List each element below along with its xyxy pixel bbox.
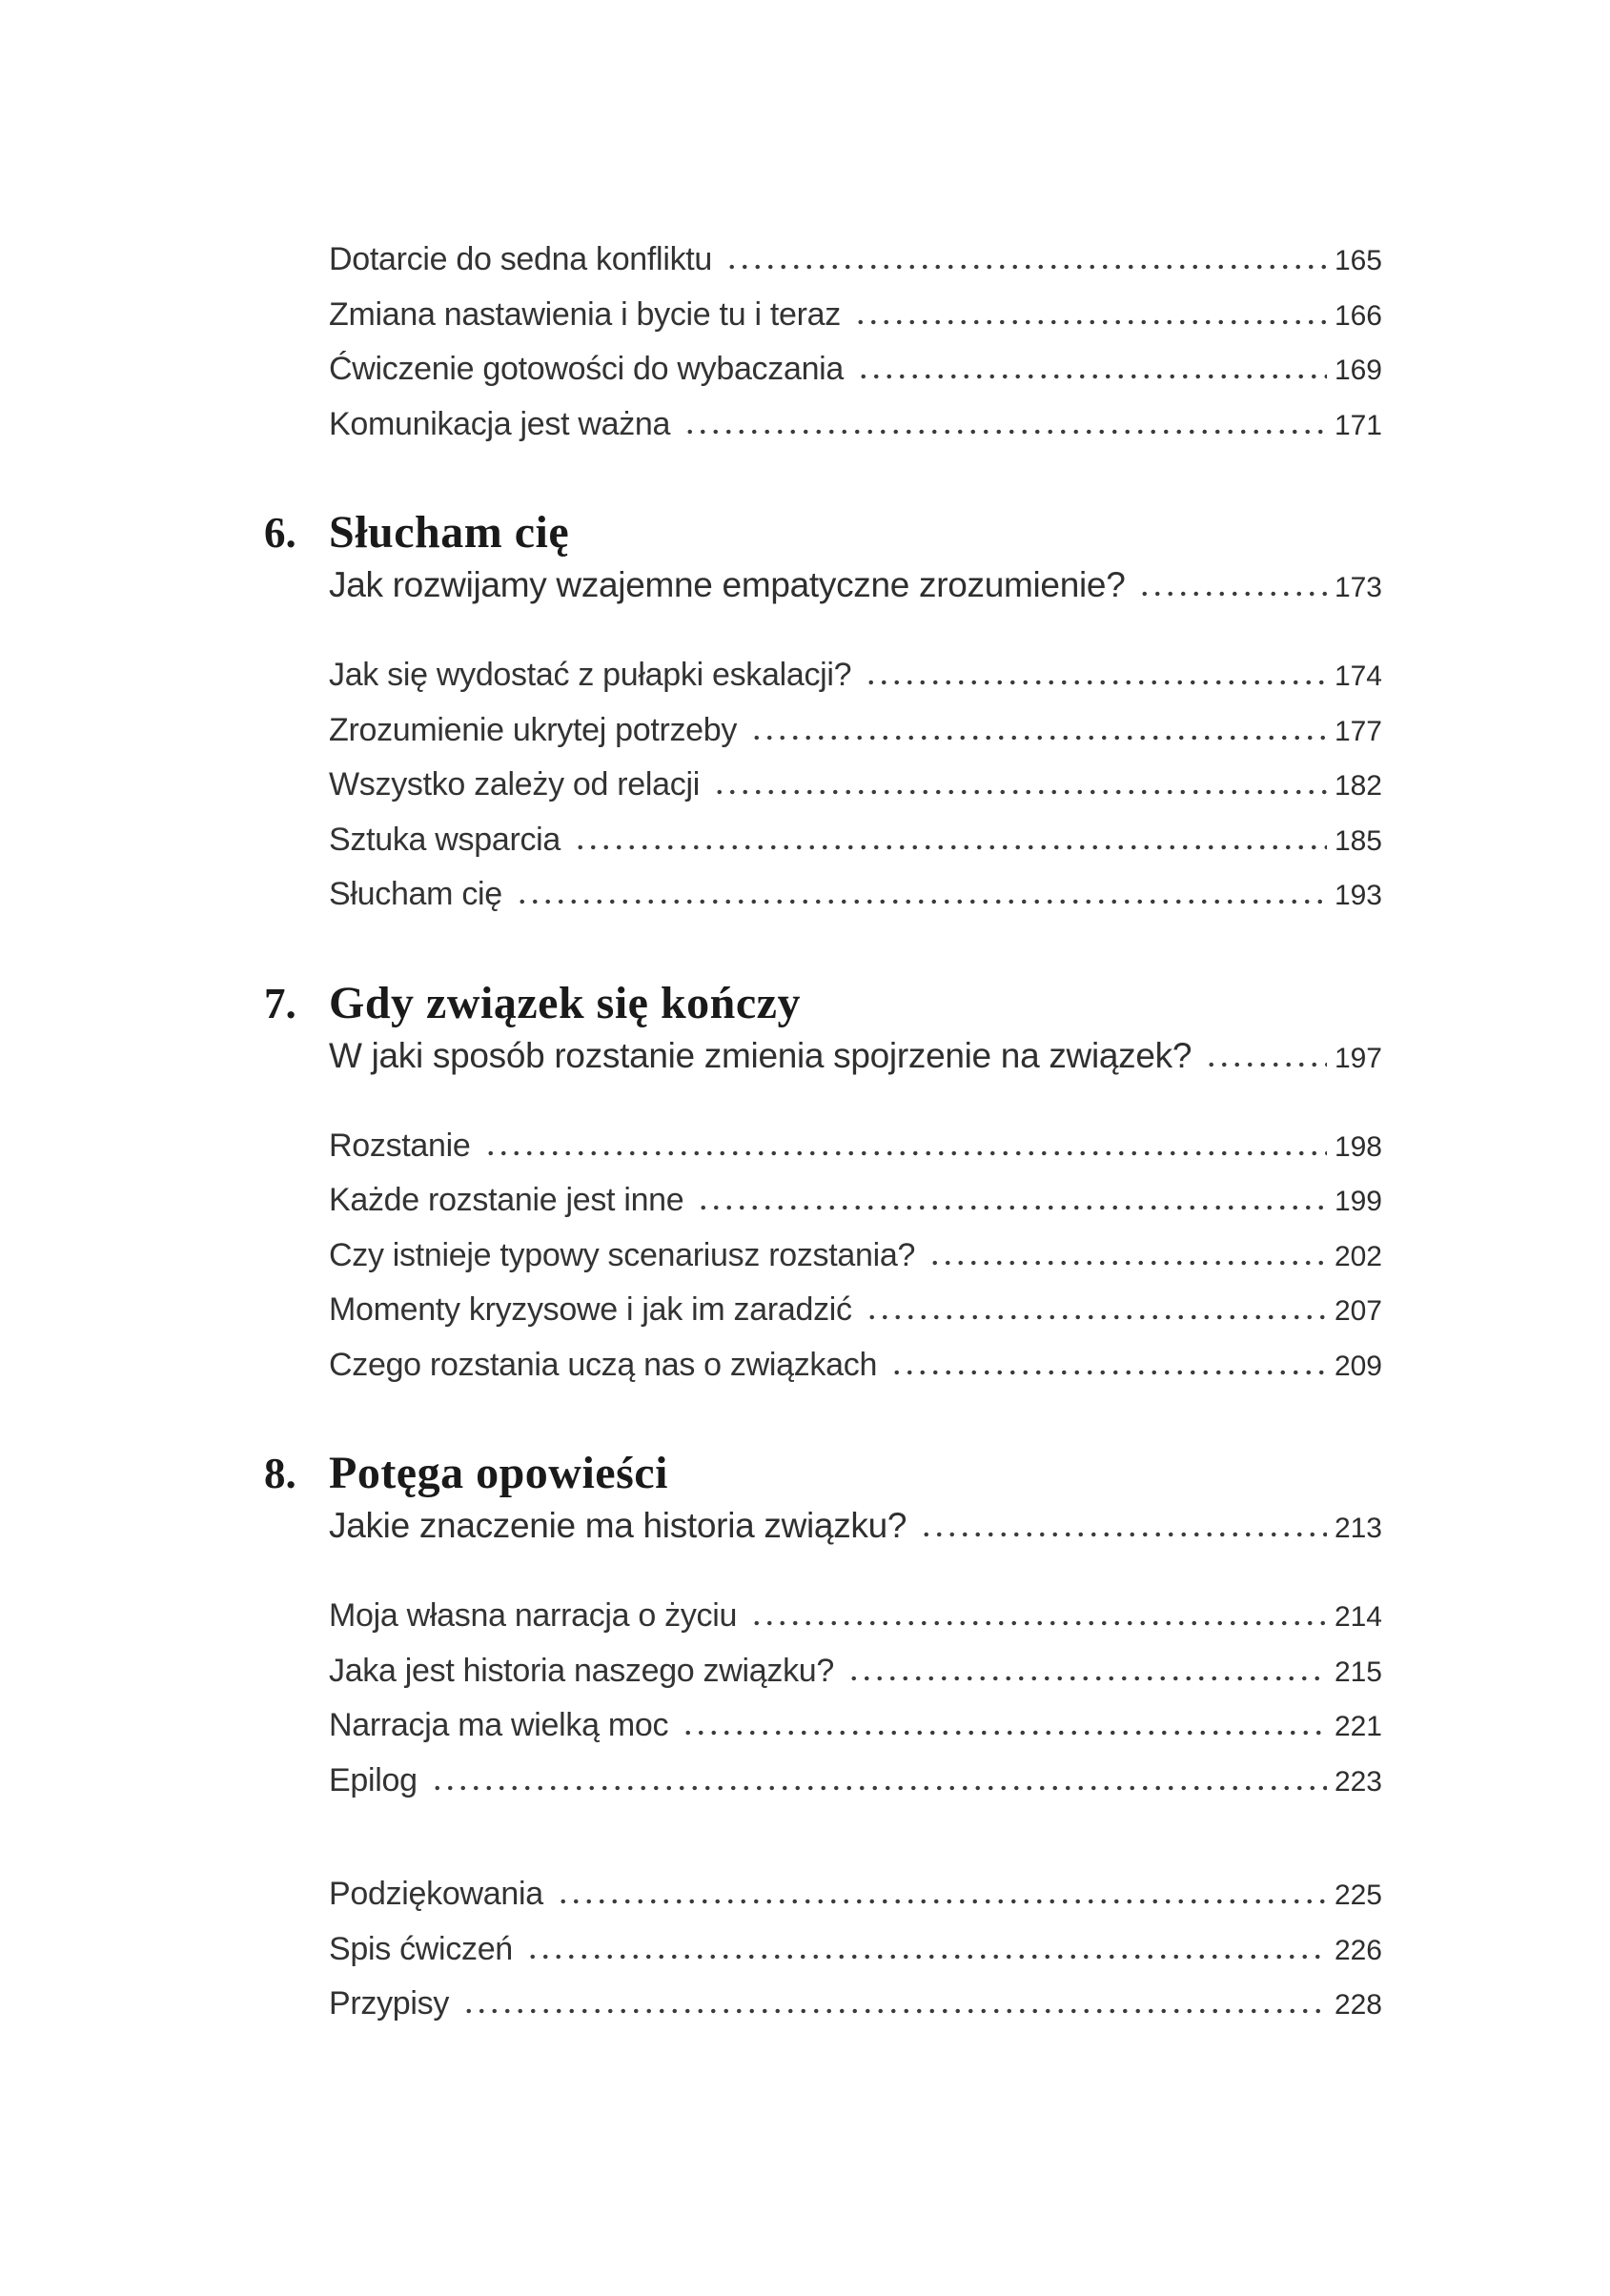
chapter-subtitle: Jakie znaczenie ma historia związku?: [329, 1506, 907, 1545]
toc-entry-label: Narracja ma wielką moc: [329, 1707, 669, 1743]
toc-entry-label: Spis ćwiczeń: [329, 1930, 513, 1967]
toc-entry-row: [329, 712, 1382, 767]
page-number: 209: [1334, 1350, 1382, 1382]
page-number: 182: [1334, 770, 1382, 802]
page-number: 198: [1334, 1130, 1382, 1163]
toc-entry-label: Podziękowania: [329, 1876, 543, 1912]
dot-leader: [680, 428, 1327, 435]
toc-entry-row: [329, 241, 1382, 296]
dot-leader: [916, 1531, 1327, 1537]
toc-entry-row: [329, 296, 1382, 352]
dot-leader: [850, 318, 1327, 325]
toc-entry-label: Moja własna narracja o życiu: [329, 1597, 738, 1634]
toc-entry-label: Dotarcie do sedna konfliktu: [329, 241, 713, 277]
page-number: 202: [1334, 1240, 1382, 1272]
toc-entry-label: Jaka jest historia naszego związku?: [329, 1652, 834, 1689]
toc-entry-label: Komunikacja jest ważna: [329, 405, 671, 442]
toc-entry-row: [329, 1762, 1382, 1818]
toc-entry-row: [329, 406, 1382, 461]
page-number: 225: [1334, 1879, 1382, 1911]
page-number: 214: [1334, 1601, 1382, 1633]
toc-entry-label: Zmiana nastawienia i bycie tu i teraz: [329, 295, 841, 333]
chapter-subtitle-row: [329, 565, 1382, 620]
page-number: 215: [1334, 1656, 1382, 1688]
dot-leader: [693, 1204, 1327, 1210]
page-number: 221: [1334, 1711, 1382, 1742]
page-number: 173: [1334, 572, 1382, 603]
chapter-number: 8.: [264, 1450, 296, 1497]
toc-entry-row: [329, 351, 1382, 406]
page-number: 193: [1334, 880, 1382, 911]
toc-entry-label: Słucham cię: [329, 876, 502, 912]
page-number: 213: [1334, 1513, 1382, 1544]
page-number: 207: [1334, 1295, 1382, 1327]
toc-entry-row: [329, 1653, 1382, 1708]
toc-entry-label: Momenty kryzysowe i jak im zaradzić: [329, 1291, 852, 1328]
dot-leader: [522, 1953, 1327, 1960]
page-number: 165: [1334, 245, 1382, 276]
chapter-heading: [264, 504, 1382, 561]
page-number: 166: [1334, 299, 1382, 332]
page-number: 226: [1334, 1934, 1382, 1966]
toc-entry-row: [329, 1237, 1382, 1292]
dot-leader: [925, 1259, 1327, 1266]
chapter-number: 6.: [264, 509, 296, 557]
page-number: 185: [1334, 824, 1382, 857]
page-number: 177: [1334, 715, 1382, 747]
chapter-block: [264, 504, 1382, 931]
page-number: 169: [1334, 355, 1382, 386]
dot-leader: [512, 898, 1327, 904]
dot-leader: [862, 1313, 1327, 1320]
pre-chapter-entries: [329, 241, 1382, 460]
chapter-heading: [264, 975, 1382, 1032]
chapter-title: Słucham cię: [329, 507, 570, 558]
dot-leader: [427, 1784, 1327, 1791]
toc-entry-label: Sztuka wsparcia: [329, 821, 561, 858]
page-number: 199: [1334, 1186, 1382, 1217]
chapter-title: Gdy związek się kończy: [329, 977, 801, 1028]
toc-entry-label: Rozstanie: [329, 1127, 471, 1164]
toc-entry-row: [329, 1128, 1382, 1183]
chapter-block: [264, 975, 1382, 1402]
toc-entry-row: [329, 1707, 1382, 1762]
toc-entry-label: Przypisy: [329, 1985, 450, 2022]
page-number: 228: [1334, 1989, 1382, 2021]
toc-entry-row: [329, 1931, 1382, 1986]
toc-entry-label: Epilog: [329, 1761, 418, 1798]
dot-leader: [678, 1729, 1327, 1736]
dot-leader: [887, 1369, 1327, 1375]
page-number: 223: [1334, 1765, 1382, 1798]
dot-leader: [709, 788, 1327, 795]
toc-entry-row: [329, 1347, 1382, 1402]
page-number: 171: [1334, 409, 1382, 441]
toc-entry-row: [329, 1876, 1382, 1931]
dot-leader: [570, 843, 1327, 850]
dot-leader: [853, 373, 1327, 379]
toc-entry-row: [329, 1597, 1382, 1653]
toc-entry-row: [329, 822, 1382, 877]
dot-leader: [722, 263, 1327, 270]
chapter-subtitle: Jak rozwijamy wzajemne empatyczne zrozumienie?: [329, 565, 1126, 604]
dot-leader: [480, 1149, 1327, 1156]
toc-entry-label: Czego rozstania uczą nas o związkach: [329, 1346, 878, 1383]
chapter-entries: [329, 1597, 1382, 1817]
chapter-subtitle-row: [329, 1506, 1382, 1561]
page-number: 174: [1334, 660, 1382, 692]
chapter-heading: [264, 1445, 1382, 1502]
toc-entry-label: Ćwiczenie gotowości do wybaczania: [329, 351, 845, 387]
dot-leader: [1134, 590, 1326, 597]
chapter-number: 7.: [264, 979, 296, 1027]
dot-leader: [1201, 1061, 1327, 1067]
dot-leader: [844, 1675, 1327, 1681]
chapter-block: [264, 1445, 1382, 1817]
table-of-contents: [0, 241, 1610, 2041]
dot-leader: [861, 679, 1327, 685]
dot-leader: [553, 1898, 1327, 1904]
chapter-entries: [329, 1128, 1382, 1402]
toc-entry-label: Czy istnieje typowy scenariusz rozstania?: [329, 1236, 916, 1273]
chapter-title: Potęga opowieści: [329, 1448, 668, 1498]
toc-entry-label: Zrozumienie ukrytej potrzeby: [329, 711, 738, 748]
dot-leader: [746, 1619, 1327, 1626]
toc-entry-row: [329, 876, 1382, 931]
back-matter-entries: [329, 1876, 1382, 2041]
toc-entry-row: [329, 1291, 1382, 1347]
chapter-subtitle: W jaki sposób rozstanie zmienia spojrzenie na związek?: [329, 1035, 1192, 1075]
toc-entry-label: Każde rozstanie jest inne: [329, 1182, 684, 1218]
toc-entry-row: [329, 1985, 1382, 2041]
chapter-entries: [329, 657, 1382, 931]
toc-entry-row: [329, 766, 1382, 822]
chapter-subtitle-row: [329, 1036, 1382, 1091]
page-number: 197: [1334, 1042, 1382, 1074]
dot-leader: [746, 734, 1327, 741]
toc-entry-label: Jak się wydostać z pułapki eskalacji?: [329, 657, 852, 693]
toc-entry-row: [329, 1182, 1382, 1237]
toc-entry-row: [329, 657, 1382, 712]
dot-leader: [459, 2007, 1327, 2014]
toc-entry-label: Wszystko zależy od relacji: [329, 766, 700, 803]
